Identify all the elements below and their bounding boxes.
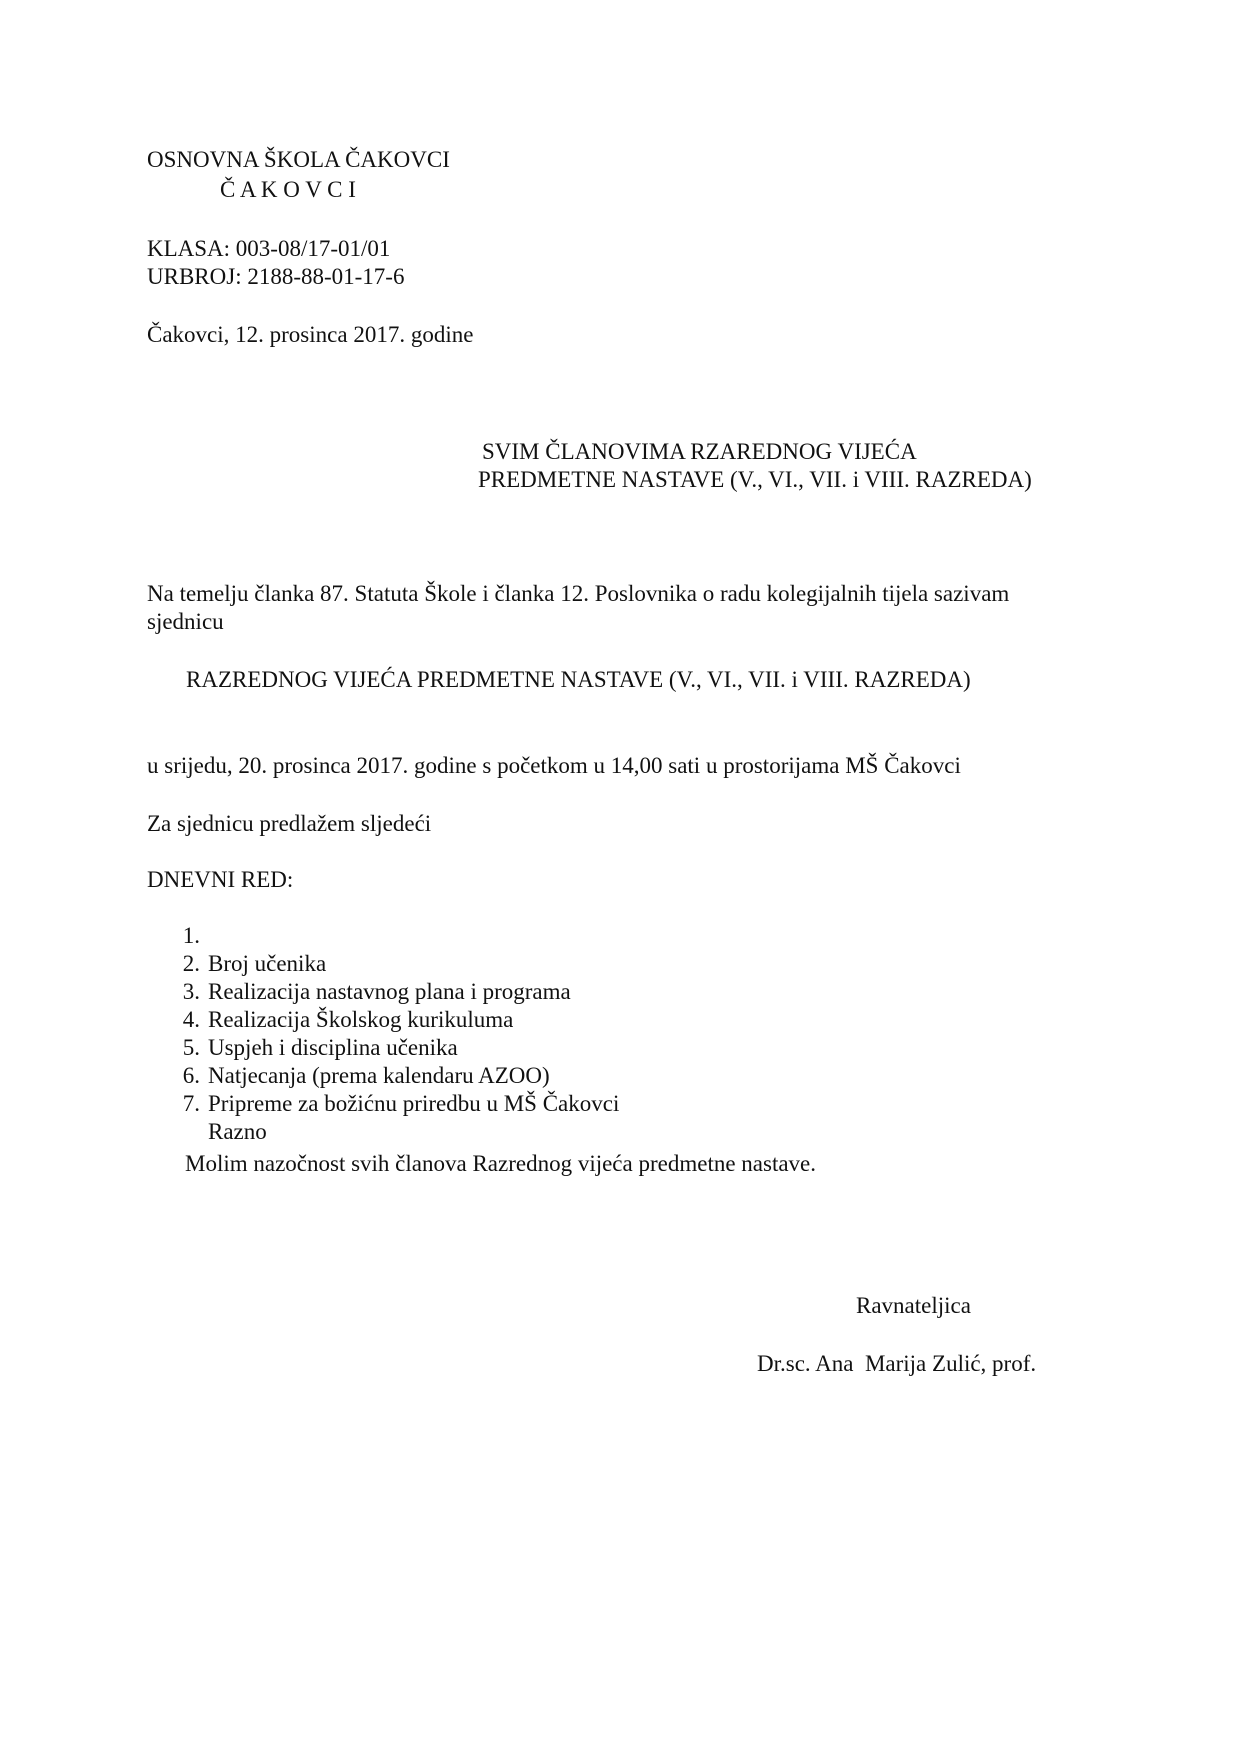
recipient-line-1: SVIM ČLANOVIMA RZAREDNOG VIJEĆA <box>482 439 917 464</box>
agenda-item-number: 3. <box>182 979 200 1004</box>
agenda-item-number: 7. <box>182 1091 200 1116</box>
agenda-item-text: Realizacija nastavnog plana i programa <box>208 979 571 1004</box>
school-name: OSNOVNA ŠKOLA ČAKOVCI <box>147 147 450 172</box>
meeting-time: u srijedu, 20. prosinca 2017. godine s početkom u 14,00 sati u prostorijama MŠ Čakovci <box>147 753 961 778</box>
agenda-item-text: Pripreme za božićnu priredbu u MŠ Čakovci <box>208 1091 620 1116</box>
intro-line-2: sjednicu <box>147 609 224 634</box>
agenda-item-text: Broj učenika <box>208 951 327 976</box>
agenda-item-number: 6. <box>182 1063 200 1088</box>
propose-line: Za sjednicu predlažem sljedeći <box>147 811 432 836</box>
agenda-item-number: 2. <box>182 951 200 976</box>
intro-line-1: Na temelju članka 87. Statuta Škole i članka 12. Poslovnika o radu kolegijalnih tijela sazivam <box>147 581 1010 606</box>
recipient-line-2: PREDMETNE NASTAVE (V., VI., VII. i VIII. RAZREDA) <box>478 467 1032 492</box>
agenda-item-text: Razno <box>208 1119 267 1144</box>
agenda-item-text: Uspjeh i disciplina učenika <box>208 1035 458 1060</box>
signature-role: Ravnateljica <box>856 1293 971 1318</box>
signature-name: Dr.sc. Ana Marija Zulić, prof. <box>757 1351 1037 1376</box>
date-line: Čakovci, 12. prosinca 2017. godine <box>147 322 474 347</box>
agenda-title: DNEVNI RED: <box>147 867 294 892</box>
agenda-item-number: 1. <box>182 923 200 948</box>
agenda-item-text: Natjecanja (prema kalendaru AZOO) <box>208 1063 550 1088</box>
agenda-item-number: 5. <box>182 1035 200 1060</box>
school-place: Č A K O V C I <box>220 177 356 202</box>
closing-line: Molim nazočnost svih članova Razrednog vijeća predmetne nastave. <box>185 1151 817 1176</box>
urbroj-line: URBROJ: 2188-88-01-17-6 <box>147 264 405 289</box>
klasa-line: KLASA: 003-08/17-01/01 <box>147 236 391 261</box>
agenda-item-number: 4. <box>182 1007 200 1032</box>
agenda-item-text: Realizacija Školskog kurikuluma <box>208 1007 514 1032</box>
council-title: RAZREDNOG VIJEĆA PREDMETNE NASTAVE (V., VI., VII. i VIII. RAZREDA) <box>186 667 971 692</box>
